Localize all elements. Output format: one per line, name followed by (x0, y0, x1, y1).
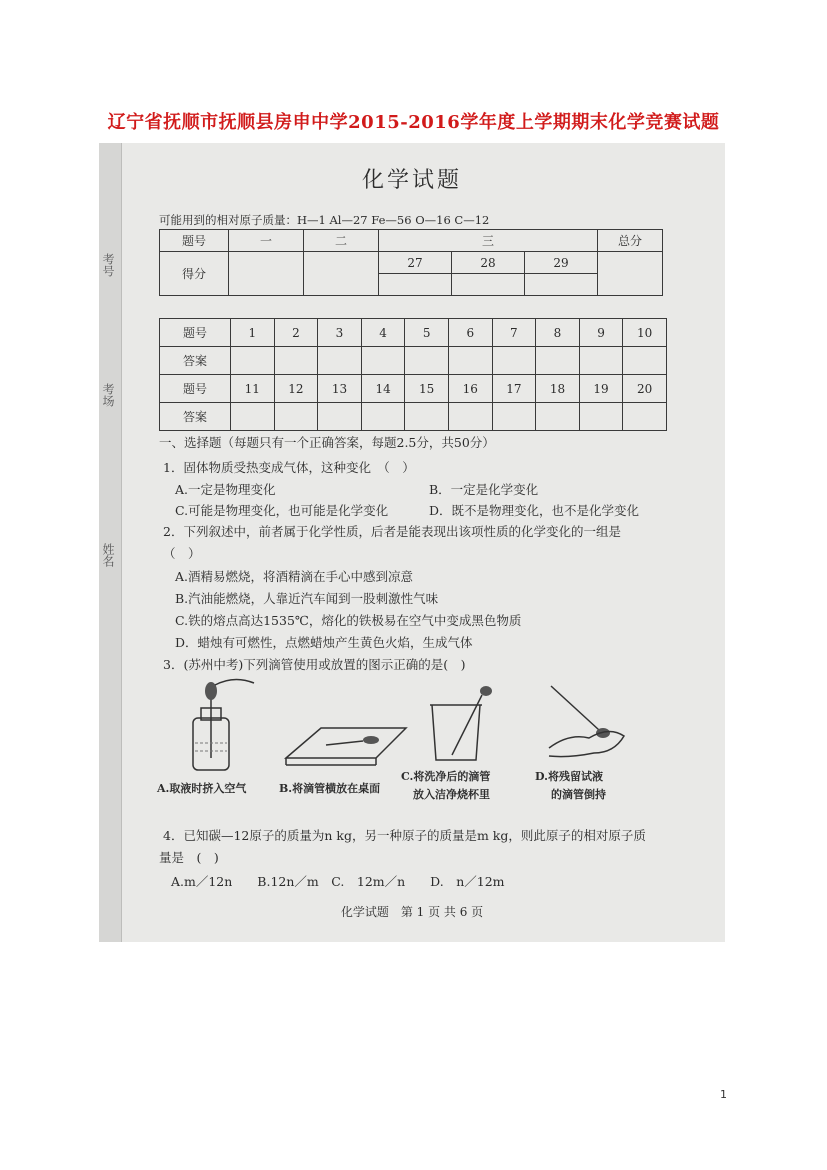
answer-num: 13 (318, 375, 362, 403)
answer-row-label: 答案 (160, 347, 231, 375)
answer-num: 7 (492, 319, 536, 347)
answer-num: 3 (318, 319, 362, 347)
answer-num: 12 (274, 375, 318, 403)
illustration-b-table (281, 713, 411, 773)
answer-cell (274, 403, 318, 431)
answer-num: 15 (405, 375, 449, 403)
illustration-c-beaker (424, 685, 504, 765)
answer-cell (405, 347, 449, 375)
answer-cell (623, 403, 667, 431)
answer-num: 14 (361, 375, 405, 403)
answer-num: 6 (448, 319, 492, 347)
q2-option-c: C.铁的熔点高达1535℃，熔化的铁极易在空气中变成黑色物质 (175, 613, 522, 628)
answer-cell (274, 347, 318, 375)
score-row-label: 得分 (160, 252, 229, 296)
answer-cell (492, 347, 536, 375)
q1-stem: 1．固体物质受热变成气体，这种变化 （ ） (163, 460, 415, 475)
score-cell-27 (379, 274, 452, 296)
illustration-a-bottle (179, 673, 259, 773)
exam-footer: 化学试题 第 1 页 共 6 页 (340, 905, 484, 919)
section-heading: 一、选择题（每题只有一个正确答案，每题2.5分，共50分） (159, 435, 495, 450)
answer-cell (405, 403, 449, 431)
answer-cell (231, 403, 275, 431)
answer-num: 1 (231, 319, 275, 347)
margin-label-exam-room: 考场 (101, 383, 115, 407)
score-cell-29 (525, 274, 598, 296)
q1-option-c: C.可能是物理变化，也可能是化学变化 (175, 503, 389, 518)
q3-caption-d-2: 的滴管倒持 (551, 788, 606, 801)
answer-num: 10 (623, 319, 667, 347)
answer-cell (448, 347, 492, 375)
q2-option-a: A.酒精易燃烧，将酒精滴在手心中感到凉意 (175, 569, 414, 584)
answer-num: 5 (405, 319, 449, 347)
illustration-d-hand (539, 678, 629, 763)
q3-caption-d-1: D.将残留试液 (535, 770, 603, 783)
page-number: 1 (720, 1088, 727, 1101)
q1-option-b: B．一定是化学变化 (429, 482, 539, 497)
answer-num: 17 (492, 375, 536, 403)
answer-cell (231, 347, 275, 375)
answer-table (159, 318, 667, 431)
answer-cell (579, 347, 623, 375)
score-col-1: 一 (229, 230, 304, 252)
margin-label-exam-number: 考号 (101, 253, 115, 277)
q1-option-a: A.一定是物理变化 (175, 482, 276, 497)
q3-stem: 3．(苏州中考)下列滴管使用或放置的图示正确的是( ) (163, 657, 466, 672)
q3-caption-c-1: C.将洗净后的滴管 (401, 770, 491, 783)
answer-cell (492, 403, 536, 431)
document-title: 辽宁省抚顺市抚顺县房申中学2015-2016学年度上学期期末化学竞赛试题 (107, 112, 720, 133)
answer-cell (448, 403, 492, 431)
score-cell-1 (229, 252, 304, 296)
q2-stem: 2．下列叙述中，前者属于化学性质，后者是能表现出该项性质的化学变化的一组是 (163, 524, 621, 539)
margin-label-name: 姓名 (101, 543, 115, 567)
answer-cell (536, 347, 580, 375)
answer-num: 8 (536, 319, 580, 347)
atomic-masses-note: 可能用到的相对原子质量：H—1 Al—27 Fe—56 O—16 C—12 (159, 213, 490, 227)
score-table (159, 229, 663, 296)
answer-cell (361, 403, 405, 431)
answer-num: 11 (231, 375, 275, 403)
answer-cell (536, 403, 580, 431)
q4-options: A.m／12n B.12n／m C. 12m／n D. n／12m (171, 874, 505, 889)
score-col-total: 总分 (598, 230, 663, 252)
q4-stem-continued: 量是 ( ) (159, 850, 219, 865)
q3-caption-a: A.取液时挤入空气 (157, 782, 247, 795)
answer-cell (579, 403, 623, 431)
answer-cell (318, 403, 362, 431)
score-cell-28 (452, 274, 525, 296)
q3-caption-b: B.将滴管横放在桌面 (279, 782, 381, 795)
answer-row-label: 答案 (160, 403, 231, 431)
answer-cell (361, 347, 405, 375)
score-header-label: 题号 (160, 230, 229, 252)
exam-title: 化学试题 (361, 168, 462, 193)
score-cell-total (598, 252, 663, 296)
answer-num: 16 (448, 375, 492, 403)
q2-option-b: B.汽油能燃烧，人靠近汽车闻到一股刺激性气味 (175, 591, 439, 606)
q3-caption-c-2: 放入洁净烧杯里 (413, 788, 490, 801)
score-sub-27: 27 (379, 252, 452, 274)
q2-paren: （ ） (163, 546, 201, 561)
q4-stem: 4．已知碳—12原子的质量为n kg，另一种原子的质量是m kg，则此原子的相对原子质 (163, 828, 646, 843)
score-cell-2 (304, 252, 379, 296)
q1-option-d: D．既不是物理变化，也不是化学变化 (429, 503, 640, 518)
answer-num: 18 (536, 375, 580, 403)
answer-num: 4 (361, 319, 405, 347)
score-sub-28: 28 (452, 252, 525, 274)
answer-num: 19 (579, 375, 623, 403)
q2-option-d: D．蜡烛有可燃性，点燃蜡烛产生黄色火焰，生成气体 (175, 635, 473, 650)
answer-row-label: 题号 (160, 319, 231, 347)
answer-num: 9 (579, 319, 623, 347)
score-col-3: 三 (379, 230, 598, 252)
scanned-exam-photo (99, 143, 725, 942)
answer-row-label: 题号 (160, 375, 231, 403)
score-sub-29: 29 (525, 252, 598, 274)
answer-cell (318, 347, 362, 375)
score-col-2: 二 (304, 230, 379, 252)
answer-num: 20 (623, 375, 667, 403)
answer-num: 2 (274, 319, 318, 347)
answer-cell (623, 347, 667, 375)
binding-margin (99, 143, 122, 942)
